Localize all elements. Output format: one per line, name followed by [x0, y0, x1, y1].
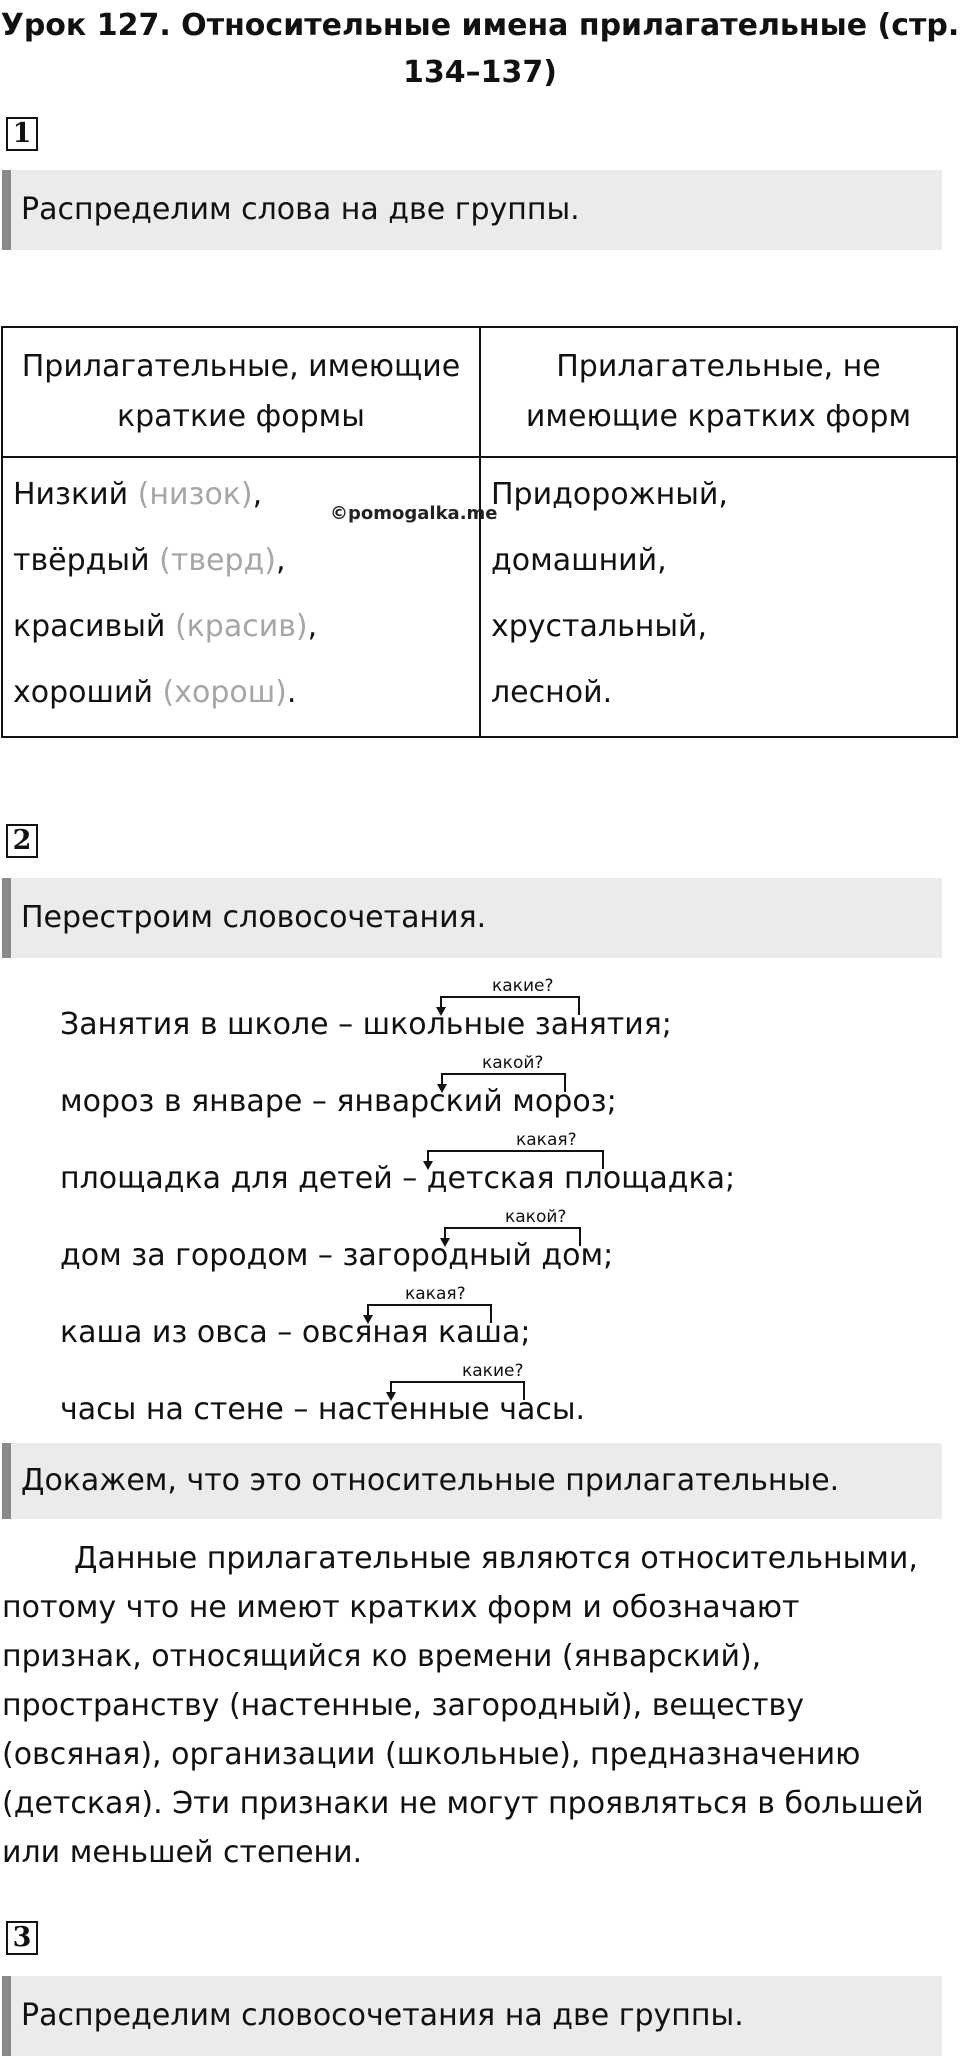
question-label: какой?: [505, 1207, 567, 1227]
list-item: лесной.: [491, 675, 613, 710]
list-item: твёрдый (тверд),: [13, 543, 286, 578]
question-label: какая?: [405, 1284, 466, 1304]
proof-instruction: Докажем, что это относительные прилагательные.: [2, 1443, 942, 1519]
phrase-line: Занятия в школе – школьные занятия;: [60, 1007, 672, 1042]
question-label: какие?: [492, 976, 554, 996]
task-number-1: 1: [6, 117, 38, 151]
list-item: Придорожный,: [491, 477, 728, 512]
phrase-line: часы на стене – настенные часы.: [60, 1392, 586, 1427]
explanation-paragraph: Данные прилагательные являются относительными, потому что не имеют кратких форм и обозначают признак, относящийся ко времени (январский), пространству (настенные, загородный), веществу (овсяная), организации (школьные), предназначению (детская). Эти признаки не могут проявляться в большей или меньшей степени.: [2, 1541, 924, 1870]
question-label: какие?: [462, 1361, 524, 1381]
list-item: хрустальный,: [491, 609, 708, 644]
list-item: красивый (красив),: [13, 609, 318, 644]
question-label: какой?: [482, 1053, 544, 1073]
phrase-line: дом за городом – загородный дом;: [60, 1238, 614, 1273]
phrase-line: площадка для детей – детская площадка;: [60, 1161, 736, 1196]
task-number-2: 2: [6, 824, 38, 858]
task1-instruction: Распределим слова на две группы.: [2, 170, 942, 250]
table-header-no-short-forms: Прилагательные, не имеющие кратких форм: [480, 327, 957, 457]
table-header-short-forms: Прилагательные, имеющие краткие формы: [2, 327, 480, 457]
list-item: Низкий (низок),: [13, 477, 263, 512]
task2-instruction: Перестроим словосочетания.: [2, 878, 942, 958]
short-forms-cell: [2, 457, 480, 737]
page-title: Урок 127. Относительные имена прилагательные (стр. 134–137): [0, 8, 960, 90]
task-number-3: 3: [6, 1921, 38, 1955]
phrase-line: мороз в январе – январский мороз;: [60, 1084, 617, 1119]
watermark: ©pomogalka.me: [330, 503, 498, 524]
adjectives-table: [1, 326, 958, 738]
task3-instruction: Распределим словосочетания на две группы.: [2, 1976, 942, 2056]
list-item: хороший (хорош).: [13, 675, 297, 710]
no-short-forms-cell: [480, 457, 957, 737]
phrase-line: каша из овса – овсяная каша;: [60, 1315, 531, 1350]
list-item: домашний,: [491, 543, 667, 578]
question-label: какая?: [516, 1130, 577, 1150]
